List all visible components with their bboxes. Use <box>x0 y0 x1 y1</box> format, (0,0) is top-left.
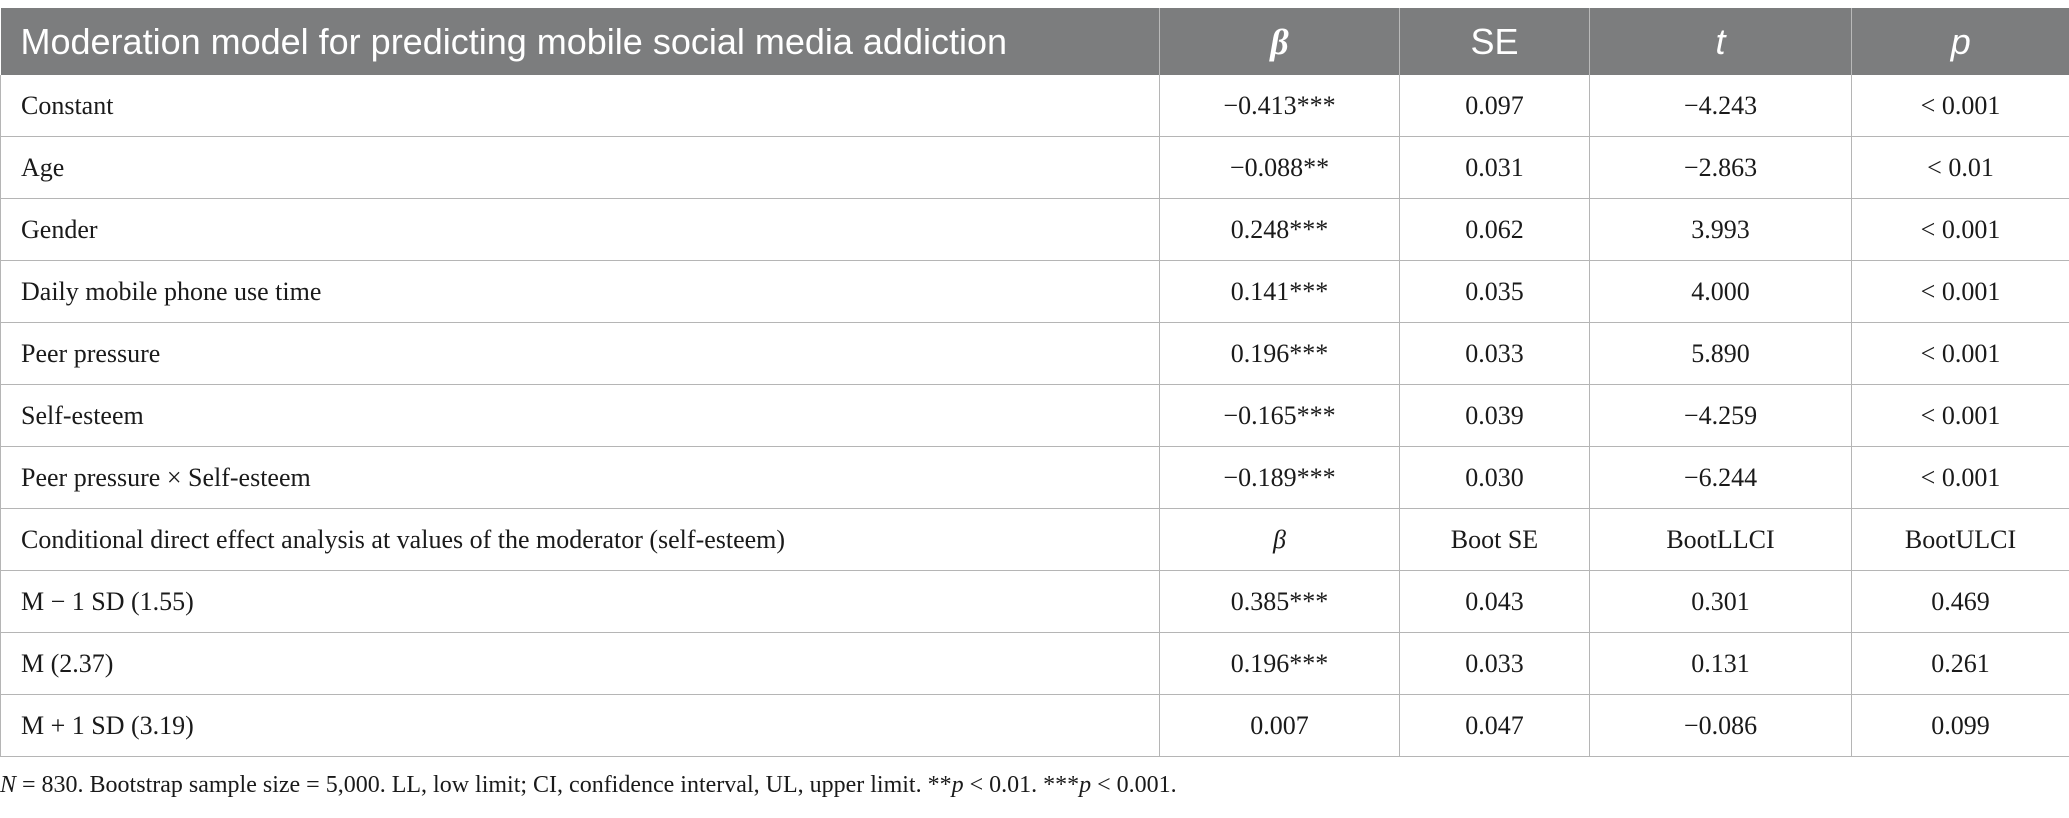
subheader-row <box>1 509 2069 571</box>
row-label: Peer pressure <box>1 323 1160 385</box>
p-value: < 0.01 <box>1852 137 2069 199</box>
beta-value: −0.413*** <box>1160 75 1400 137</box>
se-value: 0.097 <box>1400 75 1590 137</box>
beta-value: 0.248*** <box>1160 199 1400 261</box>
header-beta: β <box>1160 8 1400 75</box>
beta-value: 0.141*** <box>1160 261 1400 323</box>
header-row <box>1 8 2069 75</box>
row-label: Self-esteem <box>1 385 1160 447</box>
beta-value: 0.007 <box>1160 695 1400 757</box>
row-label: Peer pressure × Self-esteem <box>1 447 1160 509</box>
p-value: < 0.001 <box>1852 75 2069 137</box>
beta-value: 0.196*** <box>1160 633 1400 695</box>
boot-llci-value: 0.131 <box>1590 633 1852 695</box>
beta-value: −0.189*** <box>1160 447 1400 509</box>
note-text-3: < 0.001. <box>1091 772 1177 798</box>
se-value: 0.035 <box>1400 261 1590 323</box>
beta-value: −0.088** <box>1160 137 1400 199</box>
subheader-boot-llci: BootLLCI <box>1590 509 1852 571</box>
beta-value: 0.385*** <box>1160 571 1400 633</box>
table-header <box>1 8 2069 75</box>
p-value: < 0.001 <box>1852 385 2069 447</box>
p-value: < 0.001 <box>1852 261 2069 323</box>
t-value: −4.243 <box>1590 75 1852 137</box>
boot-se-value: 0.047 <box>1400 695 1590 757</box>
row-label: M + 1 SD (3.19) <box>1 695 1160 757</box>
p-value: < 0.001 <box>1852 323 2069 385</box>
row-label: Daily mobile phone use time <box>1 261 1160 323</box>
table-row <box>1 447 2069 509</box>
boot-llci-value: −0.086 <box>1590 695 1852 757</box>
se-value: 0.030 <box>1400 447 1590 509</box>
se-value: 0.033 <box>1400 323 1590 385</box>
p-value: < 0.001 <box>1852 447 2069 509</box>
t-value: 3.993 <box>1590 199 1852 261</box>
note-p-symbol-1: p <box>951 772 964 798</box>
header-model-title: Moderation model for predicting mobile social media addiction <box>1 8 1160 75</box>
header-p: p <box>1852 8 2069 75</box>
t-value: −6.244 <box>1590 447 1852 509</box>
boot-se-value: 0.033 <box>1400 633 1590 695</box>
boot-ulci-value: 0.469 <box>1852 571 2069 633</box>
boot-se-value: 0.043 <box>1400 571 1590 633</box>
se-value: 0.062 <box>1400 199 1590 261</box>
t-value: −4.259 <box>1590 385 1852 447</box>
subheader-label: Conditional direct effect analysis at values of the moderator (self-esteem) <box>1 509 1160 571</box>
moderation-model-table <box>0 8 2069 757</box>
se-value: 0.031 <box>1400 137 1590 199</box>
table-row <box>1 323 2069 385</box>
row-label: Gender <box>1 199 1160 261</box>
table-row <box>1 571 2069 633</box>
row-label: M − 1 SD (1.55) <box>1 571 1160 633</box>
beta-value: 0.196*** <box>1160 323 1400 385</box>
t-value: 4.000 <box>1590 261 1852 323</box>
header-t: t <box>1590 8 1852 75</box>
boot-ulci-value: 0.099 <box>1852 695 2069 757</box>
note-text-2: < 0.01. *** <box>963 772 1080 798</box>
subheader-boot-se: Boot SE <box>1400 509 1590 571</box>
table-row <box>1 633 2069 695</box>
note-text-1: = 830. Bootstrap sample size = 5,000. LL, low limit; CI, confidence interval, UL, upper limit. ** <box>16 772 952 798</box>
header-se: SE <box>1400 8 1590 75</box>
t-value: 5.890 <box>1590 323 1852 385</box>
table-row <box>1 385 2069 447</box>
table-row <box>1 199 2069 261</box>
table-body <box>1 75 2069 757</box>
row-label: Constant <box>1 75 1160 137</box>
boot-llci-value: 0.301 <box>1590 571 1852 633</box>
note-n-symbol: N <box>0 772 17 798</box>
table-row <box>1 695 2069 757</box>
t-value: −2.863 <box>1590 137 1852 199</box>
table-row <box>1 261 2069 323</box>
p-value: < 0.001 <box>1852 199 2069 261</box>
subheader-boot-ulci: BootULCI <box>1852 509 2069 571</box>
beta-value: −0.165*** <box>1160 385 1400 447</box>
table-footnote <box>0 772 1177 799</box>
table-row <box>1 137 2069 199</box>
table-row <box>1 75 2069 137</box>
row-label: M (2.37) <box>1 633 1160 695</box>
se-value: 0.039 <box>1400 385 1590 447</box>
note-p-symbol-2: p <box>1079 772 1092 798</box>
subheader-beta: β <box>1160 509 1400 571</box>
boot-ulci-value: 0.261 <box>1852 633 2069 695</box>
row-label: Age <box>1 137 1160 199</box>
